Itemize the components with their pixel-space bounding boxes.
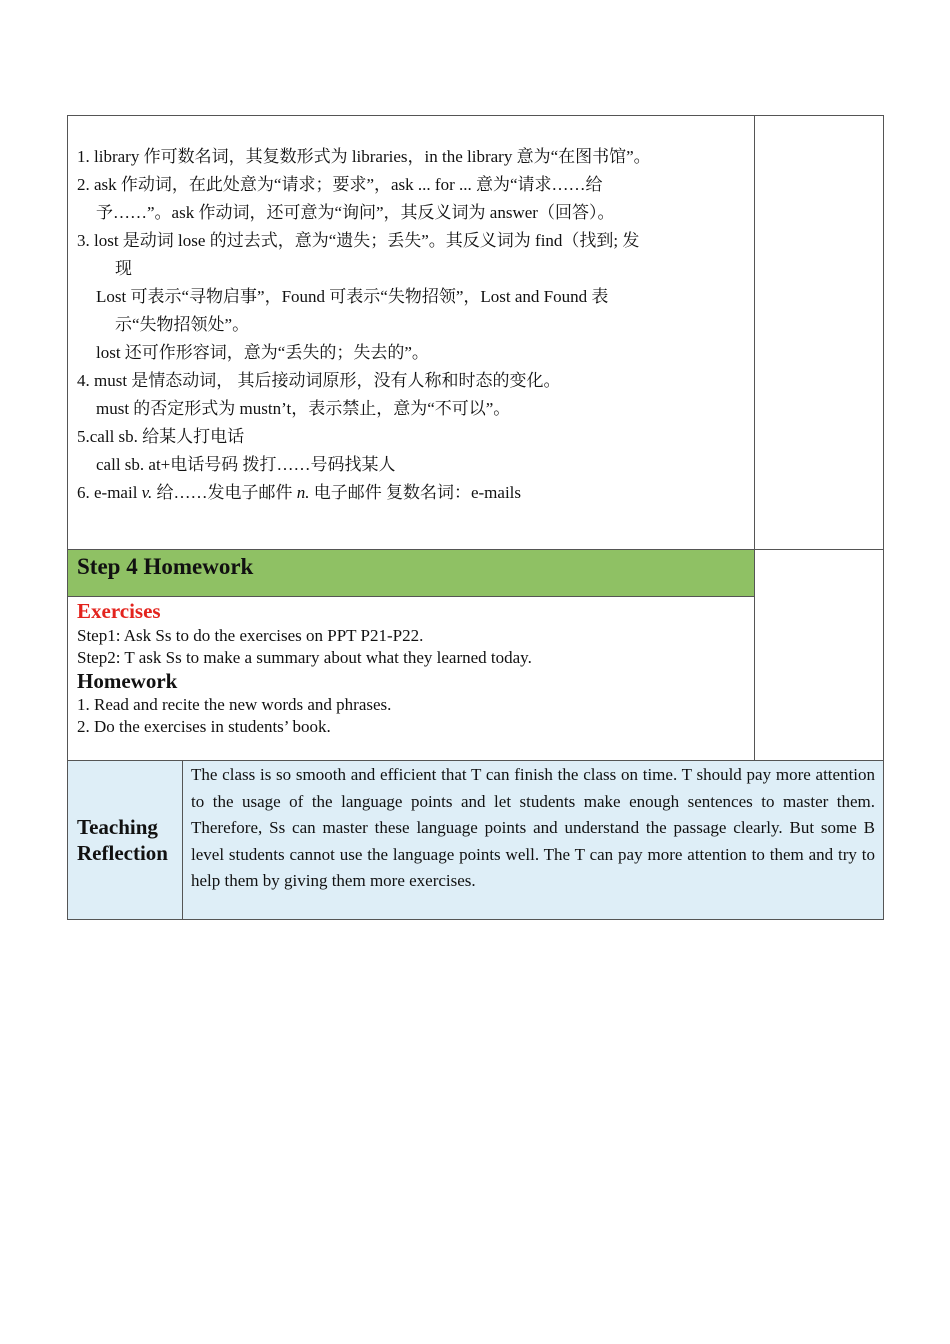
step4-heading-cell: [68, 550, 755, 597]
note-line: lost 还可作形容词，意为“丢失的；失去的”。: [96, 343, 429, 362]
homework-cell: [68, 597, 755, 761]
note-line: 5.call sb. 给某人打电话: [77, 427, 245, 446]
note-line: 4. must 是情态动词， 其后接动词原形，没有人称和时态的变化。: [77, 371, 561, 390]
note-text: 给……发电子邮件: [152, 483, 297, 502]
exercises-title: Exercises: [77, 599, 161, 623]
step4-heading: Step 4 Homework: [77, 554, 254, 579]
reflection-label: Reflection: [77, 841, 168, 865]
note-text: 6. e-mail: [77, 483, 142, 502]
homework-item: 2. Do the exercises in students’ book.: [77, 717, 331, 736]
note-line: call sb. at+电话号码 拨打……号码找某人: [96, 455, 396, 474]
homework-title: Homework: [77, 669, 178, 693]
note-line: 予……”。ask 作动词，还可意为“询问”，其反义词为 answer（回答）。: [96, 203, 615, 222]
note-line: 示“失物招领处”。: [115, 315, 250, 334]
note-line: 1. library 作可数名词，其复数形式为 libraries，in the library 意为“在图书馆”。: [77, 147, 651, 166]
step4-heading-row: [68, 550, 884, 597]
language-notes-cell: [68, 116, 755, 550]
note-line: Lost 可表示“寻物启事”，Found 可表示“失物招领”，Lost and Found 表: [96, 287, 609, 306]
exercise-item: Step2: T ask Ss to make a summary about what they learned today.: [77, 648, 532, 667]
note-line: 现: [115, 259, 132, 278]
note-line: 2. ask 作动词，在此处意为“请求；要求”，ask ... for ... 意为“请求……给: [77, 175, 603, 194]
note-line: must 的否定形式为 mustn’t，表示禁止，意为“不可以”。: [96, 399, 511, 418]
notes-row: [68, 116, 884, 550]
reflection-label-cell: [68, 761, 183, 920]
reflection-text-cell: [183, 761, 884, 920]
reflection-label: Teaching: [77, 815, 158, 839]
note-text: 电子邮件 复数名词：e-mails: [309, 483, 522, 502]
verb-abbrev: v.: [141, 483, 153, 502]
note-line: 3. lost 是动词 lose 的过去式，意为“遗失；丢失”。其反义词为 find（找到; 发: [77, 231, 640, 250]
lesson-plan-table: [67, 115, 884, 920]
reflection-text: The class is so smooth and efficient that T can finish the class on time. T should pay more attention to the usage of the language points and let students make enough sentences to master them. Therefore, Ss can master these language points and understand the passage clearly. But some B level students cannot use the language points well. The T can pay more attention to them and try to help them by giving them more exercises.: [191, 765, 876, 890]
empty-side-cell: [755, 116, 884, 550]
note-line-email: [77, 479, 748, 507]
exercise-item: Step1: Ask Ss to do the exercises on PPT P21-P22.: [77, 626, 424, 645]
noun-abbrev: n.: [296, 483, 310, 502]
homework-item: 1. Read and recite the new words and phrases.: [77, 695, 392, 714]
reflection-row: [68, 761, 884, 920]
empty-side-cell: [755, 550, 884, 761]
